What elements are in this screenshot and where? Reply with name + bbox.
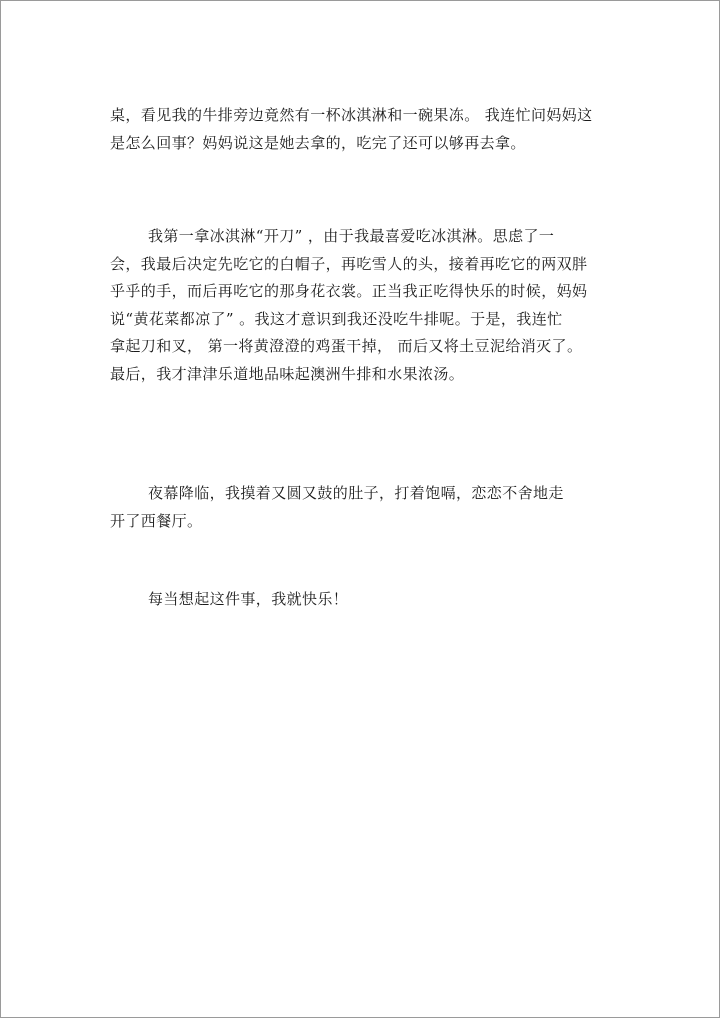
paragraph-line: 桌，看见我的牛排旁边竟然有一杯冰淇淋和一碗果冻。 我连忙问妈妈这 — [110, 106, 593, 124]
paragraph-line: 是怎么回事？妈妈说这是她去拿的，吃完了还可以够再去拿。 — [110, 133, 526, 152]
paragraph-line: 说“黄花菜都凉了” 。我这才意识到我还没吃牛排呢。于是，我连忙 — [110, 309, 563, 328]
paragraph-line: 我第一拿冰淇淋“开刀” ，由于我最喜爱吃冰淇淋。思虑了一 — [148, 227, 555, 245]
paragraph-line: 会，我最后决定先吃它的白帽子，再吃雪人的头，接着再吃它的两双胖 — [110, 254, 588, 273]
paragraph-line: 最后，我才津津乐道地品味起澳洲牛排和水果浓汤。 — [110, 364, 465, 383]
paragraph-line: 夜幕降临，我摸着又圆又鼓的肚子，打着饱嗝，恋恋不舍地走 — [148, 484, 564, 502]
paragraph-3 — [110, 480, 630, 535]
paragraph-4 — [110, 586, 630, 614]
paragraph-line: 每当想起这件事，我就快乐！ — [148, 590, 349, 608]
paragraph-line: 乎乎的手，而后再吃它的那身花衣裳。正当我正吃得快乐的时候，妈妈 — [110, 282, 588, 300]
paragraph-line: 拿起刀和叉， 第一将黄澄澄的鸡蛋干掉， 而后又将土豆泥给消灭了。 — [110, 337, 583, 355]
paragraph-line: 开了西餐厅。 — [110, 511, 203, 530]
paragraph-2 — [110, 223, 630, 388]
paragraph-1 — [110, 102, 630, 157]
